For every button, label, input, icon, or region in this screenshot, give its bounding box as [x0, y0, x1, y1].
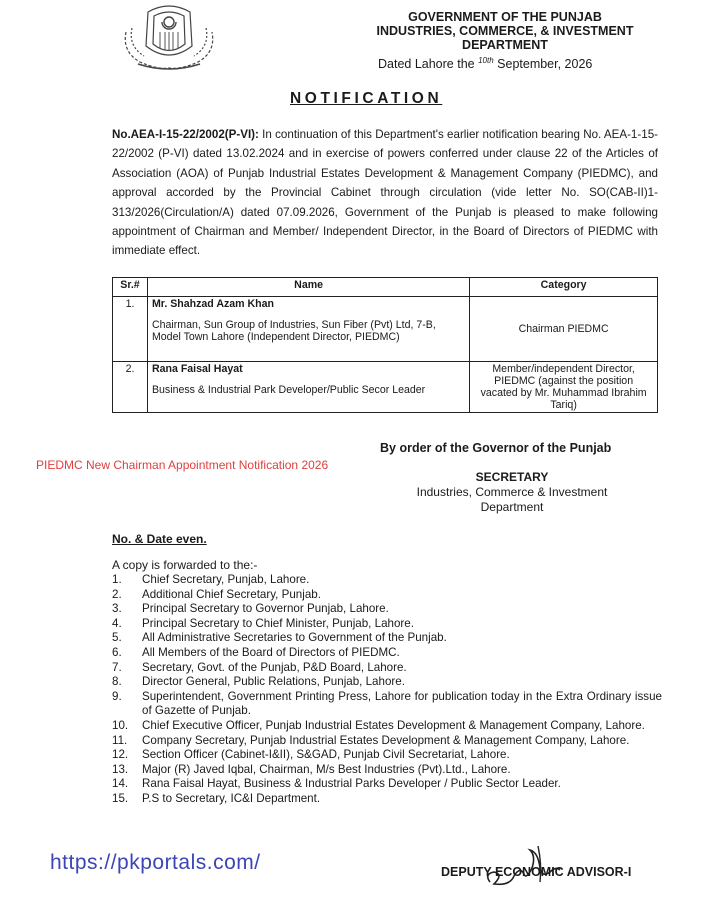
row-sr: 1. — [113, 297, 148, 362]
site-url-watermark[interactable]: https://pkportals.com/ — [50, 851, 261, 874]
list-item-text: All Members of the Board of Directors of PIEDMC. — [142, 645, 400, 659]
row-sr: 2. — [113, 362, 148, 413]
copy-list — [112, 573, 662, 807]
header-sr: Sr.# — [113, 278, 148, 297]
row-name-cell — [147, 362, 469, 413]
appointment-table — [112, 277, 658, 413]
notification-title: NOTIFICATION — [290, 90, 443, 107]
header-category: Category — [470, 278, 658, 297]
signatory-title: DEPUTY ECONOMIC ADVISOR-I — [441, 865, 632, 879]
list-item-text: Major (R) Javed Iqbal, Chairman, M/s Best Industries (Pvt).Ltd., Lahore. — [142, 762, 511, 776]
table-row — [113, 297, 658, 362]
list-item — [112, 748, 662, 763]
header-name: Name — [147, 278, 469, 297]
no-date-even: No. & Date even. — [112, 532, 207, 546]
header-government: GOVERNMENT OF THE PUNJAB — [408, 10, 602, 24]
order-line: By order of the Governor of the Punjab — [380, 441, 612, 455]
list-item-number: 6. — [112, 645, 122, 659]
watermark-caption: PIEDMC New Chairman Appointment Notification 2026 — [36, 458, 329, 472]
list-item-number: 2. — [112, 587, 122, 601]
list-item-number: 1. — [112, 573, 122, 586]
row-description: Chairman, Sun Group of Industries, Sun Fiber (Pvt) Ltd, 7-B, Model Town Lahore (Independent Director, PIEDMC) — [151, 319, 436, 343]
row-name: Rana Faisal Hayat — [151, 363, 243, 375]
list-item-number: 9. — [112, 689, 122, 703]
list-item-text: Chief Executive Officer, Punjab Industrial Estates Development & Management Company, Lahore. — [142, 718, 645, 732]
list-item-number: 12. — [112, 748, 129, 762]
list-item-number: 13. — [112, 762, 129, 776]
list-item-text: Company Secretary, Punjab Industrial Estates Development & Management Company, Lahore. — [142, 733, 630, 747]
list-item — [112, 588, 662, 603]
handwritten-signature-icon — [480, 838, 570, 888]
notification-ref: No.AEA-I-15-22/2002(P-VI): — [112, 128, 259, 141]
secretary-dept-line: Department — [480, 500, 544, 514]
dated-prefix: Dated Lahore the — [378, 57, 475, 72]
row-category: Chairman PIEDMC — [470, 297, 658, 362]
list-item — [112, 734, 662, 749]
list-item-number: 14. — [112, 777, 129, 791]
table-header-row — [113, 278, 658, 297]
dated-day: 10th — [478, 56, 494, 65]
list-item — [112, 690, 662, 719]
list-item-number: 4. — [112, 616, 122, 630]
list-item — [112, 777, 662, 792]
dated-suffix: September, 2026 — [497, 57, 593, 72]
list-item — [112, 602, 662, 617]
list-item-number: 5. — [112, 631, 122, 645]
row-name-cell — [147, 297, 469, 362]
list-item-number: 3. — [112, 602, 122, 616]
table-row — [113, 362, 658, 413]
secretary-dept: Industries, Commerce & Investment — [416, 485, 608, 499]
secretary-block — [392, 470, 632, 515]
secretary-title: SECRETARY — [475, 470, 549, 484]
list-item — [112, 617, 662, 632]
list-item-text: P.S to Secretary, IC&I Department. — [142, 791, 321, 805]
list-item-text: Section Officer (Cabinet-I&II), S&GAD, Punjab Civil Secretariat, Lahore. — [142, 748, 510, 762]
notification-body — [112, 125, 658, 261]
list-item-text: Director General, Public Relations, Punjab, Lahore. — [142, 675, 405, 689]
list-item-number: 15. — [112, 791, 129, 805]
list-item — [112, 719, 662, 734]
list-item-text: Principal Secretary to Chief Minister, Punjab, Lahore. — [142, 616, 414, 630]
list-item-text: All Administrative Secretaries to Government of the Punjab. — [142, 631, 447, 645]
row-name: Mr. Shahzad Azam Khan — [151, 298, 275, 310]
list-item — [112, 792, 662, 807]
list-item-text: Additional Chief Secretary, Punjab. — [142, 587, 321, 601]
row-description: Business & Industrial Park Developer/Public Secor Leader — [151, 384, 426, 396]
row-category: Member/independent Director, PIEDMC (against the position vacated by Mr. Muhammad Ibrahim Tariq) — [470, 362, 658, 413]
notification-text: In continuation of this Department's earlier notification bearing No. AEA-1-15-22/2002 (P-VI) dated 13.02.2024 and in exercise of powers conferred under clause 22 of the Articles of Association (AOA) of Punjab Industrial Estates Development & Management Company (PIEDMC), and approval accorded by the Provincial Cabinet through circulation (vide letter No. SO(CAB-II)1-313/2026(Circulation/A) dated 07.09.2026, Government of the Punjab is pleased to make following appointment of Chairman and Member/ Independent Director, in the Board of Directors of PIEDMC with immediate effect. — [112, 128, 658, 258]
list-item-text: Secretary, Govt. of the Punjab, P&D Board, Lahore. — [142, 660, 407, 674]
list-item — [112, 573, 662, 588]
header-department-line: DEPARTMENT — [462, 38, 548, 52]
list-item — [112, 646, 662, 661]
copy-intro: A copy is forwarded to the:- — [112, 558, 258, 572]
header-department: INDUSTRIES, COMMERCE, & INVESTMENT — [376, 24, 634, 38]
list-item-text: Rana Faisal Hayat, Business & Industrial Parks Developer / Public Sector Leader. — [142, 777, 561, 791]
list-item — [112, 763, 662, 778]
government-of-punjab-emblem-icon — [118, 2, 220, 72]
list-item — [112, 661, 662, 676]
list-item — [112, 675, 662, 690]
dated-line — [378, 56, 592, 71]
list-item — [112, 631, 662, 646]
list-item-text: Superintendent, Government Printing Press, Lahore for publication today in the Extra Ordinary issue of Gazette of Punjab. — [142, 689, 662, 718]
list-item-text: Principal Secretary to Governor Punjab, Lahore. — [142, 602, 389, 616]
list-item-text: Chief Secretary, Punjab, Lahore. — [142, 573, 310, 586]
list-item-number: 8. — [112, 675, 122, 689]
list-item-number: 10. — [112, 718, 129, 732]
list-item-number: 7. — [112, 660, 122, 674]
list-item-number: 11. — [112, 733, 128, 747]
